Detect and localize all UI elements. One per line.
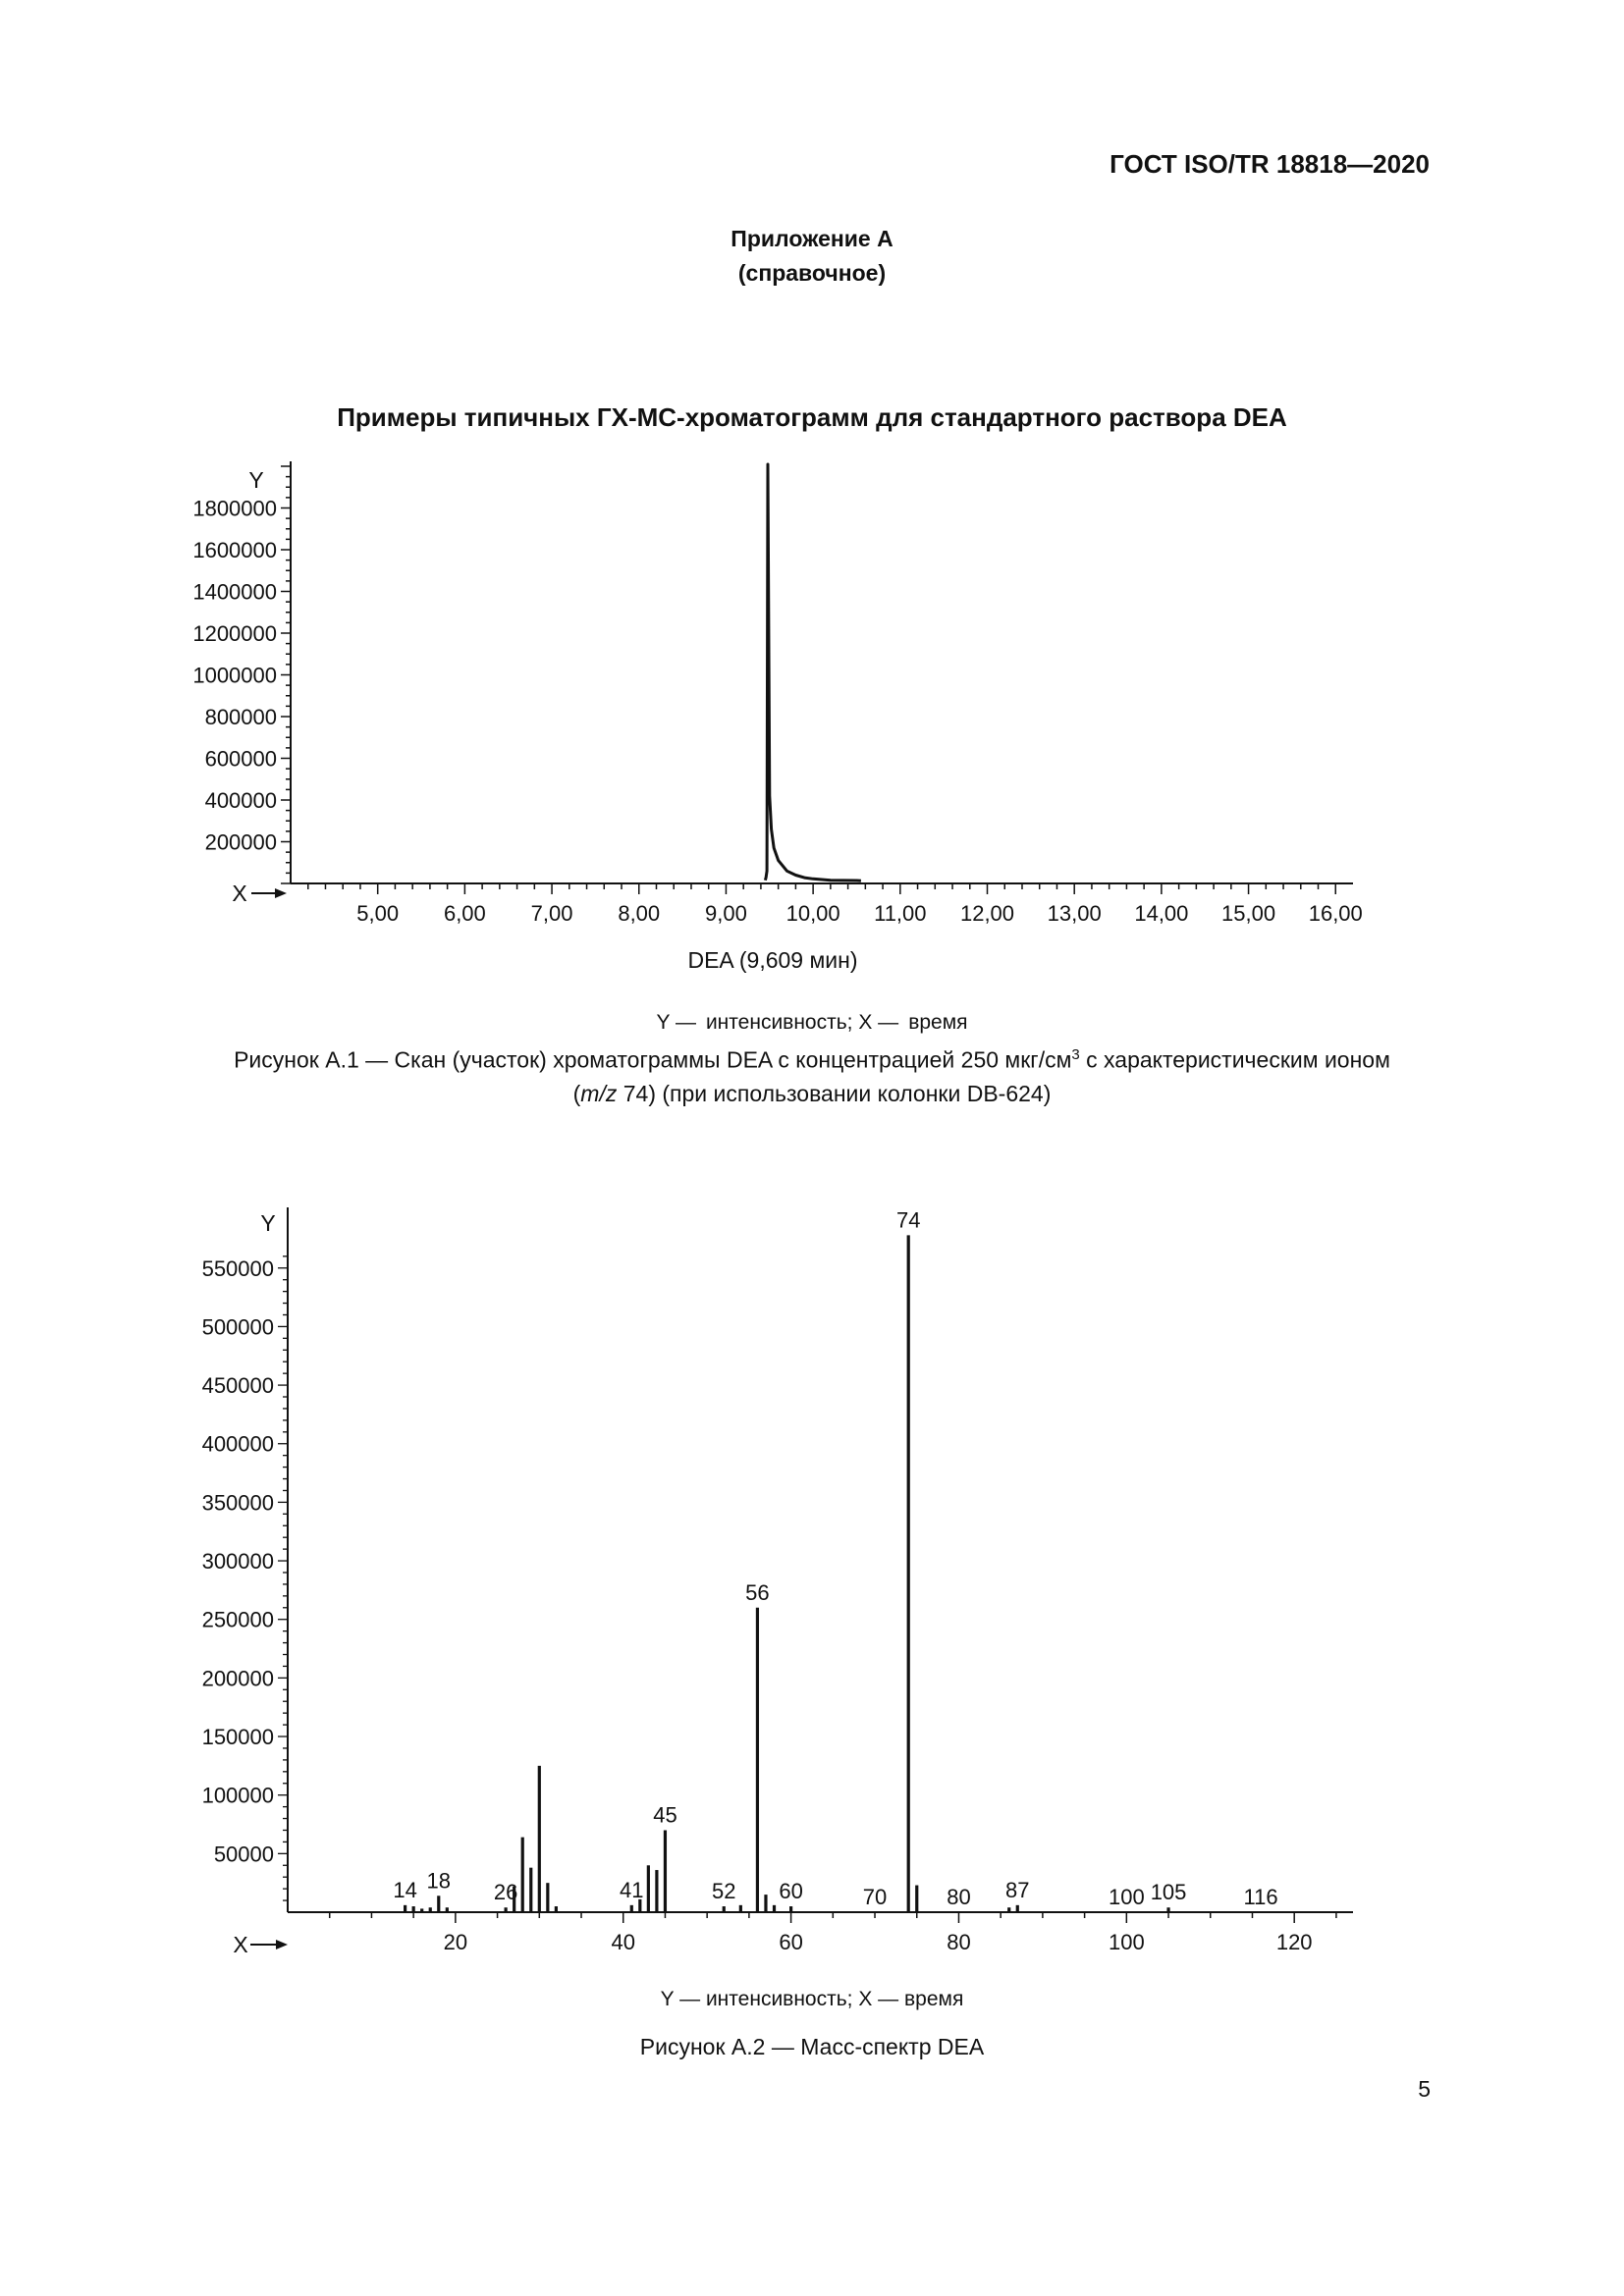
y-tick-label: 450000 (201, 1373, 274, 1399)
x-axis-arrow-head (276, 1940, 288, 1949)
page-number: 5 (1418, 2076, 1431, 2102)
peak-label: 60 (779, 1879, 803, 1904)
peak-label: 70 (862, 1885, 888, 1909)
x-axis-label: X (233, 1932, 248, 1953)
x-tick-label: 5,00 (356, 901, 400, 926)
spectrum-y-ticks (202, 1256, 288, 1900)
spectrum-bars (406, 1235, 1168, 1912)
y-tick-label: 250000 (201, 1607, 274, 1632)
fig1-legend-y: Y — (656, 1011, 696, 1034)
peak-label: 116 (1243, 1885, 1278, 1909)
y-tick-label: 200000 (204, 829, 277, 855)
x-tick-label: 12,00 (959, 901, 1015, 926)
x-tick-label: 7,00 (530, 901, 573, 926)
x-tick-label: 11,00 (874, 901, 927, 926)
y-tick-label: 550000 (201, 1255, 274, 1281)
y-tick-label: 500000 (201, 1314, 274, 1340)
spectrum-peak-labels (393, 1207, 1277, 1909)
x-tick-label: 120 (1275, 1930, 1313, 1953)
fig2-legend: Y — интенсивность; X — время (660, 1988, 964, 2010)
peak-label: 14 (393, 1877, 417, 1902)
y-tick-label: 1800000 (192, 496, 277, 521)
x-tick-label: 9,00 (705, 901, 747, 926)
peak-label: 26 (493, 1880, 518, 1905)
peak-label: 45 (653, 1802, 677, 1828)
fig1-caption (0, 1039, 1624, 1110)
peak-label: 41 (620, 1877, 644, 1902)
annex-subtitle: (справочное) (737, 260, 887, 286)
chromatogram-chart (0, 452, 1624, 942)
fig1-caption-part1: Рисунок А.1 — Скан (участок) хроматограммы DEA с концентрацией 250 мкг/см (234, 1046, 1072, 1073)
annex-title: Приложение А (731, 226, 893, 251)
fig1-legend-y-text: интенсивность; (705, 1011, 853, 1034)
fig1-caption-part2: с характеристическим ионом (1079, 1046, 1390, 1073)
x-tick-label: 10,00 (785, 901, 840, 926)
y-tick-label: 300000 (201, 1549, 274, 1575)
peak-label: 18 (426, 1868, 452, 1894)
y-tick-label: 150000 (201, 1725, 274, 1750)
y-tick-label: 400000 (204, 788, 277, 813)
peak-label: 56 (745, 1579, 770, 1605)
fig1-caption-mz: m/z (580, 1080, 618, 1106)
y-tick-label: 100000 (201, 1783, 274, 1808)
x-tick-label: 20 (443, 1930, 468, 1953)
y-tick-label: 1000000 (192, 663, 277, 688)
y-tick-label: 400000 (201, 1431, 274, 1457)
x-tick-label: 15,00 (1221, 901, 1276, 926)
x-tick-label: 13,00 (1047, 901, 1102, 926)
chromatogram-x-ticks (308, 883, 1363, 926)
y-tick-label: 1400000 (192, 579, 277, 605)
x-tick-label: 16,00 (1308, 901, 1363, 926)
y-axis-label: Y (260, 1210, 276, 1236)
peak-label: 52 (712, 1879, 736, 1904)
chromatogram-trace (765, 464, 861, 881)
peak-label: 87 (1005, 1877, 1030, 1902)
x-axis-arrow-head (275, 888, 287, 898)
x-tick-label: 14,00 (1134, 901, 1189, 926)
y-tick-label: 1600000 (192, 538, 277, 562)
fig1-caption-part3: ( (572, 1080, 581, 1106)
x-tick-label: 80 (947, 1930, 971, 1953)
y-tick-label: 1200000 (192, 621, 277, 646)
y-tick-label: 50000 (213, 1842, 274, 1867)
x-axis-label: X (232, 881, 247, 906)
x-tick-label: 6,00 (443, 901, 486, 926)
chromatogram-series (765, 464, 861, 881)
fig1-legend (0, 1011, 1624, 1035)
section-title: Примеры типичных ГХ-МС-хроматограмм для стандартного раствора DEA (337, 402, 1287, 432)
peak-label: 80 (947, 1885, 971, 1909)
chromatogram-axes (232, 461, 1353, 906)
y-tick-label: 800000 (204, 705, 277, 729)
chromatogram-y-ticks (192, 466, 291, 883)
peak-label: 100 (1108, 1885, 1145, 1909)
peak-label: 74 (895, 1207, 921, 1233)
fig1-caption-part4: 74) (при использовании колонки DB-624) (617, 1080, 1052, 1106)
spectrum-axes (233, 1207, 1353, 1953)
x-tick-label: 100 (1108, 1930, 1145, 1953)
x-tick-label: 40 (611, 1930, 635, 1953)
x-tick-label: 60 (779, 1930, 803, 1953)
spectrum-x-ticks (330, 1912, 1336, 1953)
y-tick-label: 200000 (201, 1666, 274, 1691)
fig2-caption: Рисунок А.2 — Масс-спектр DEA (639, 2034, 985, 2059)
y-tick-label: 600000 (204, 746, 277, 772)
fig1-peak-label: DEA (9,609 мин) (687, 947, 858, 973)
mass-spectrum-chart (0, 1198, 1624, 1953)
peak-label: 105 (1150, 1880, 1187, 1905)
fig1-legend-x: X — (858, 1011, 899, 1034)
y-axis-label: Y (248, 467, 264, 493)
fig1-caption-superscript: 3 (1071, 1046, 1080, 1063)
fig1-legend-x-text: время (908, 1011, 968, 1034)
standard-header: ГОСТ ISO/TR 18818—2020 (1110, 149, 1430, 179)
y-tick-label: 350000 (201, 1490, 274, 1516)
x-tick-label: 8,00 (618, 901, 661, 926)
